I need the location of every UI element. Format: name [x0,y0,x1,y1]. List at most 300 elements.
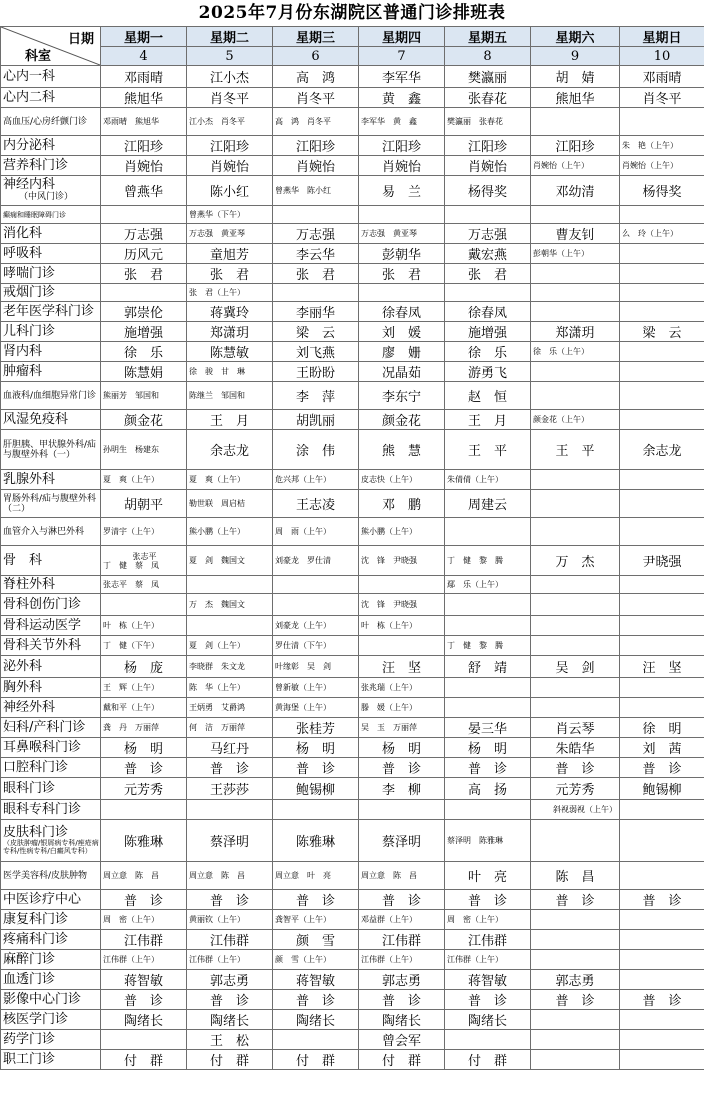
department-cell [1,636,101,656]
doctor-name: 颜金花 [381,414,421,429]
weekday-header: 星期三 [273,27,359,47]
doctor-name: 徐春凤 [381,306,421,321]
department-cell [1,88,101,108]
doctor-name: 陈雅琳 [123,835,163,850]
schedule-cell [445,1050,531,1070]
department-cell [1,206,101,224]
doctor-name: 肖婉怡（上午） [622,161,678,170]
doctor-name: 王炳勇 艾爵鸿 [189,703,245,712]
schedule-cell [101,136,187,156]
schedule-cell [359,342,445,362]
schedule-cell [531,718,620,738]
doctor-name: 普 诊 [295,994,335,1009]
doctor-name: 周 密（上午） [447,915,503,924]
schedule-cell [620,890,704,910]
table-row [1,430,704,470]
table-row [1,758,704,778]
schedule-cell [359,66,445,88]
doctor-name: 杨得奖 [467,185,507,200]
department-name: 骨科创伤门诊 [3,597,82,612]
schedule-cell [445,636,531,656]
schedule-cell [187,430,273,470]
schedule-cell [187,576,273,594]
department-name: 胃肠外科/疝与腹壁外科（二） [3,493,97,514]
schedule-cell [187,1050,273,1070]
table-row [1,136,704,156]
schedule-cell [273,302,359,322]
doctor-name: 邓雨晴 [642,71,682,86]
schedule-cell [187,284,273,302]
schedule-cell [445,108,531,136]
department-cell [1,800,101,820]
department-cell [1,284,101,302]
department-cell [1,362,101,382]
doctor-name: 普 诊 [381,994,421,1009]
schedule-cell [187,108,273,136]
schedule-cell [359,108,445,136]
doctor-name: 李军华 [381,71,421,86]
department-cell [1,778,101,800]
doctor-name: 曾燕华（下午） [189,210,245,219]
doctor-name: 肖婉怡（上午） [533,161,589,170]
schedule-cell [620,66,704,88]
doctor-name: 夏 爽（上午） [103,475,159,484]
table-row [1,322,704,342]
department-name: 呼吸科 [3,246,43,261]
department-cell [1,490,101,518]
doctor-name: 江阳珍 [555,140,595,155]
department-cell [1,930,101,950]
schedule-cell [531,284,620,302]
doctor-name: 徐 乐 [123,346,163,361]
doctor-name: 高 鸿 肖冬平 [275,117,331,126]
doctor-name: 邓 鹏 [381,498,421,513]
doctor-name: 斜视弱视（上午） [553,805,617,814]
schedule-cell [187,470,273,490]
schedule-cell [531,518,620,546]
schedule-cell [101,930,187,950]
schedule-cell [445,1030,531,1050]
department-name: 血液科/血细胞异常门诊 [3,390,97,401]
doctor-name: 吴 玉 万丽萍 [361,723,417,732]
table-row [1,970,704,990]
schedule-cell [620,778,704,800]
schedule-cell [273,636,359,656]
doctor-name: 皮志快（上午） [361,475,417,484]
schedule-body [1,66,704,1070]
doctor-name: 江伟群 [123,934,163,949]
doctor-name: 普 诊 [642,894,682,909]
schedule-cell [531,206,620,224]
schedule-cell [273,950,359,970]
doctor-name: 陈小红 [209,185,249,200]
schedule-cell [445,66,531,88]
schedule-cell [620,546,704,576]
department-name: 风湿免疫科 [3,412,69,427]
department-subtitle: （中风门诊） [19,191,74,202]
schedule-cell [187,264,273,284]
department-cell [1,244,101,264]
table-row [1,176,704,206]
schedule-cell [273,66,359,88]
doctor-name: 蒋冀玲 [209,306,249,321]
schedule-cell [445,738,531,758]
schedule-cell [101,636,187,656]
department-cell [1,108,101,136]
corner-header [1,27,101,66]
schedule-cell [187,738,273,758]
date-header: 9 [531,47,620,66]
doctor-name: 普 诊 [642,994,682,1009]
schedule-cell [531,1030,620,1050]
department-name: 戒烟门诊 [3,285,56,300]
schedule-cell [620,636,704,656]
schedule-cell [101,1050,187,1070]
schedule-cell [101,382,187,410]
schedule-cell [531,382,620,410]
doctor-name: 童旭芳 [209,248,249,263]
doctor-name: 付 群 [381,1054,421,1069]
doctor-name: 普 诊 [467,894,507,909]
schedule-cell [620,1030,704,1050]
doctor-name: 江伟群 [467,934,507,949]
schedule-cell [531,678,620,698]
doctor-name: 张兆瑞（上午） [361,683,417,692]
doctor-name: 汪 坚 [642,661,682,676]
schedule-cell [445,950,531,970]
department-cell [1,176,101,206]
schedule-cell [620,136,704,156]
schedule-cell [101,518,187,546]
schedule-cell [273,718,359,738]
department-name: 药学门诊 [3,1032,56,1047]
schedule-cell [531,910,620,930]
doctor-name: 普 诊 [123,894,163,909]
schedule-cell [620,678,704,698]
schedule-cell [187,342,273,362]
doctor-name: 丁 健 蔡 凤 [103,560,159,570]
doctor-name: 付 群 [295,1054,335,1069]
department-name: 肾内科 [3,344,43,359]
schedule-cell [531,656,620,678]
doctor-name: 刘 茜 [642,742,682,757]
doctor-name: 熊旭华 [123,92,163,107]
department-name: 高血压/心房纤颤门诊 [3,116,88,127]
table-row [1,910,704,930]
doctor-name: 江伟群（上午） [447,955,503,964]
schedule-cell [101,546,187,576]
doctor-name: 王志凌 [295,498,335,513]
schedule-cell [359,224,445,244]
doctor-name: 罗清宇（上午） [103,527,159,536]
doctor-name: 梁 云 [295,326,335,341]
doctor-name: 周立意 陈 昌 [361,871,417,880]
department-cell [1,616,101,636]
doctor-name: 施增强 [123,326,163,341]
schedule-cell [359,264,445,284]
department-cell [1,890,101,910]
doctor-name: 江伟群（上午） [189,955,245,964]
doctor-name: 易 兰 [381,185,421,200]
department-name: 眼科门诊 [3,781,56,796]
doctor-name: 徐 明 [642,722,682,737]
schedule-cell [531,342,620,362]
doctor-name: 李丽华 [295,306,335,321]
schedule-cell [359,490,445,518]
doctor-name: 万志强 [295,228,335,243]
schedule-cell [273,930,359,950]
schedule-cell [445,322,531,342]
doctor-name: 张志平 蔡 凤 [103,580,159,589]
schedule-cell [359,302,445,322]
doctor-name: 丁 健（下午） [103,641,159,650]
doctor-name: 朱 艳（上午） [622,141,678,150]
schedule-cell [273,616,359,636]
doctor-name: 肖婉怡 [467,160,507,175]
schedule-cell [273,244,359,264]
doctor-name: 刘飞燕 [295,346,335,361]
schedule-cell [187,88,273,108]
schedule-cell [620,820,704,862]
doctor-name: 胡 婧 [555,71,595,86]
department-cell [1,470,101,490]
department-name: 血管介入与淋巴外科 [3,526,85,537]
schedule-cell [101,778,187,800]
doctor-name: 吴 剑 [555,661,595,676]
schedule-cell [620,950,704,970]
schedule-cell [273,206,359,224]
schedule-cell [273,890,359,910]
schedule-cell [531,616,620,636]
schedule-cell [101,594,187,616]
schedule-cell [187,800,273,820]
doctor-name: 舒 靖 [467,661,507,676]
schedule-cell [620,616,704,636]
date-header: 7 [359,47,445,66]
department-cell [1,546,101,576]
doctor-name: 邓雨晴 [123,71,163,86]
doctor-name: 刘豪龙 罗仕清 [275,556,331,565]
schedule-cell [187,698,273,718]
table-row [1,698,704,718]
department-name: 心内一科 [3,69,56,84]
department-name: 中医诊疗中心 [3,892,82,907]
schedule-cell [620,410,704,430]
schedule-cell [101,800,187,820]
schedule-cell [273,362,359,382]
page-title: 2025年7月份东湖院区普通门诊排班表 [198,3,506,23]
schedule-cell [620,490,704,518]
doctor-name: 邓幼清 [555,185,595,200]
schedule-cell [273,594,359,616]
doctor-name: 江伟群（上午） [361,955,417,964]
schedule-cell [273,656,359,678]
schedule-cell [359,88,445,108]
department-name: 骨科运动医学 [3,618,82,633]
schedule-cell [187,382,273,410]
schedule-cell [187,862,273,890]
schedule-cell [101,66,187,88]
doctor-name: 徐春凤 [467,306,507,321]
doctor-name: 刘 媛 [381,326,421,341]
schedule-cell [620,342,704,362]
doctor-name: 余志龙 [642,444,682,459]
department-name: 营养科门诊 [3,158,69,173]
schedule-cell [273,970,359,990]
doctor-name: 蔡泽明 [381,835,421,850]
table-row [1,990,704,1010]
department-name: 哮喘门诊 [3,266,56,281]
schedule-cell [445,800,531,820]
department-cell [1,1010,101,1030]
schedule-cell [273,546,359,576]
schedule-cell [101,176,187,206]
doctor-name: 杨 庞 [123,661,163,676]
schedule-cell [620,88,704,108]
schedule-cell [187,66,273,88]
table-row [1,518,704,546]
schedule-cell [101,910,187,930]
weekday-header: 星期五 [445,27,531,47]
schedule-cell [273,800,359,820]
doctor-name: 龚智平（上午） [275,915,331,924]
department-cell [1,678,101,698]
table-row [1,470,704,490]
doctor-name: 普 诊 [295,762,335,777]
schedule-cell [187,136,273,156]
doctor-name: 汪 坚 [381,661,421,676]
schedule-cell [531,778,620,800]
table-row [1,890,704,910]
schedule-cell [445,88,531,108]
department-name: 神经内科 [3,176,56,192]
doctor-name: 周 密（上午） [103,915,159,924]
schedule-cell [620,518,704,546]
doctor-name: 孙明生 杨建东 [103,445,159,454]
date-header: 10 [620,47,704,66]
department-name: 肝胆胰、甲状腺外科/疝与腹壁外科（一） [3,439,97,460]
table-row [1,66,704,88]
schedule-cell [445,576,531,594]
doctor-name: 赵 恒 [467,390,507,405]
table-row [1,800,704,820]
doctor-name: 勒世联 周启桔 [189,499,245,508]
schedule-cell [187,322,273,342]
schedule-cell [187,1010,273,1030]
schedule-cell [359,990,445,1010]
schedule-cell [187,206,273,224]
doctor-name: 陈继兰 邹国和 [189,391,245,400]
schedule-cell [101,264,187,284]
doctor-name: 王 辉（上午） [103,683,159,692]
table-row [1,410,704,430]
schedule-cell [620,382,704,410]
schedule-cell [187,990,273,1010]
doctor-name: 肖冬平 [295,92,335,107]
doctor-name: 黄 鑫 [381,92,421,107]
schedule-cell [359,576,445,594]
doctor-name: 何 洁 万丽萍 [189,723,245,732]
schedule-cell [531,594,620,616]
weekday-header: 星期日 [620,27,704,47]
doctor-name: 周立意 叶 亮 [275,871,331,880]
schedule-cell [187,778,273,800]
doctor-name: 彭朝华 [381,248,421,263]
doctor-name: 元芳秀 [123,783,163,798]
schedule-cell [187,678,273,698]
schedule-cell [187,820,273,862]
doctor-name: 施增强 [467,326,507,341]
doctor-name: 夏 爽（上午） [189,475,245,484]
doctor-name: 戴宏燕 [467,248,507,263]
schedule-cell [531,302,620,322]
doctor-name: 郭崇伦 [123,306,163,321]
schedule-cell [359,778,445,800]
doctor-name: 高 扬 [467,783,507,798]
doctor-name: 付 群 [123,1054,163,1069]
table-row [1,302,704,322]
schedule-cell [620,430,704,470]
schedule-cell [359,362,445,382]
table-row [1,244,704,264]
schedule-cell [101,1030,187,1050]
department-name: 癫痫和睡眠障碍门诊 [3,210,66,219]
doctor-name: 王莎莎 [209,783,249,798]
schedule-cell [620,800,704,820]
table-row [1,156,704,176]
schedule-cell [531,862,620,890]
schedule-cell [101,302,187,322]
table-row [1,88,704,108]
table-row [1,382,704,410]
table-row [1,546,704,576]
schedule-cell [359,718,445,738]
schedule-cell [531,490,620,518]
schedule-cell [273,678,359,698]
schedule-cell [273,470,359,490]
doctor-name: 蒋智敏 [295,974,335,989]
schedule-cell [359,244,445,264]
doctor-name: 李东宁 [381,390,421,405]
doctor-name: 普 诊 [123,994,163,1009]
schedule-cell [101,576,187,594]
schedule-cell [531,88,620,108]
schedule-cell [445,382,531,410]
department-name: 骨科关节外科 [3,638,82,653]
doctor-name: 戴和平（上午） [103,703,159,712]
doctor-name: 江伟群 [209,934,249,949]
doctor-name: 朱皓华 [555,742,595,757]
doctor-name: 江阳珍 [467,140,507,155]
doctor-name: 万志强 黄亚琴 [361,229,417,238]
doctor-name: 张 君 [123,268,163,283]
doctor-name: 曾会军 [381,1034,421,1049]
schedule-cell [359,518,445,546]
schedule-cell [531,758,620,778]
schedule-cell [187,970,273,990]
schedule-cell [101,862,187,890]
schedule-cell [187,1030,273,1050]
doctor-name: 肖婉怡 [381,160,421,175]
doctor-name: 梁 云 [642,326,682,341]
doctor-name: 江伟群 [381,934,421,949]
department-cell [1,862,101,890]
table-row [1,778,704,800]
department-cell [1,66,101,88]
schedule-cell [620,656,704,678]
schedule-cell [359,470,445,490]
doctor-name: 张 君（上午） [189,288,245,297]
